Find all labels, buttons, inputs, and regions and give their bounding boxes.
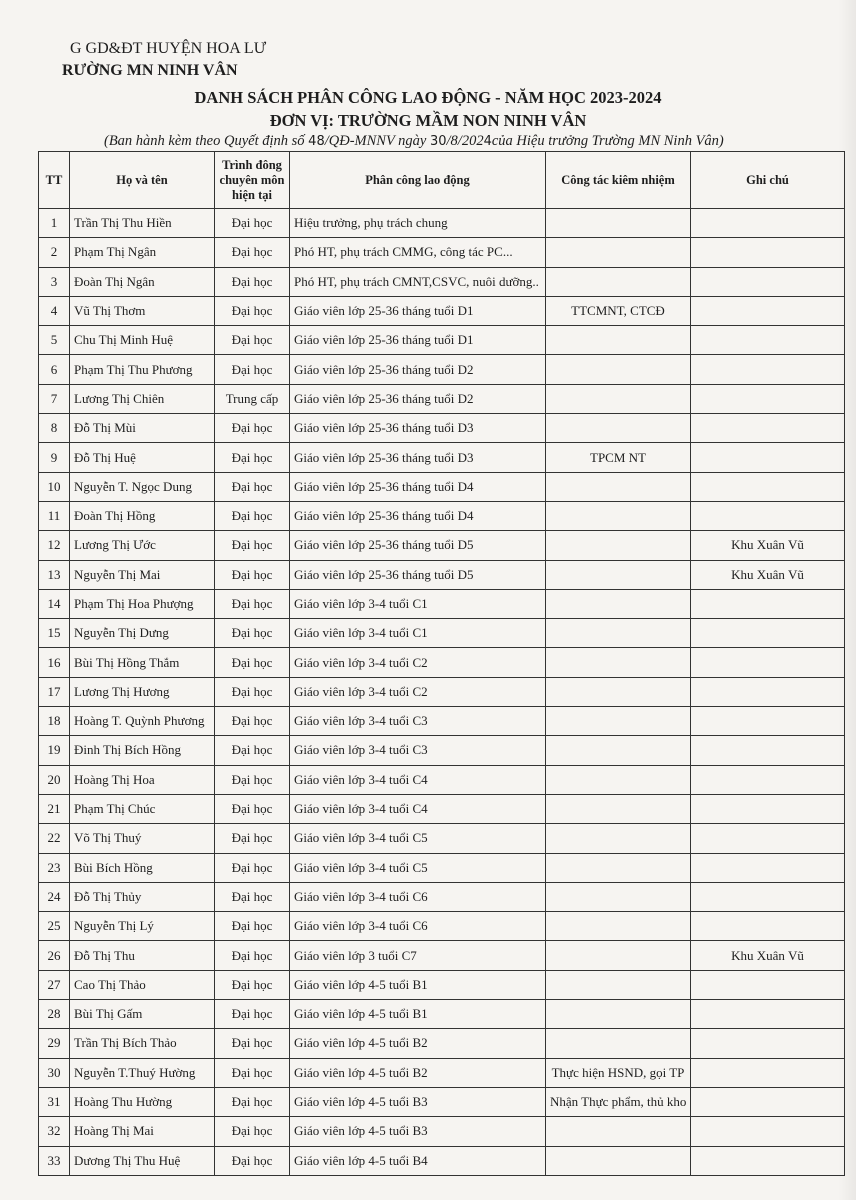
subtitle-part-c: /8/202	[446, 133, 484, 149]
cell-name: Hoàng Thị Mai	[70, 1117, 215, 1146]
table-row	[39, 531, 845, 560]
cell-name: Lương Thị Ước	[70, 531, 215, 560]
cell-concurrent	[546, 238, 691, 267]
cell-degree: Đại học	[215, 560, 290, 589]
cell-assignment: Giáo viên lớp 4-5 tuổi B2	[290, 1029, 546, 1058]
cell-degree: Trung cấp	[215, 384, 290, 413]
col-header-name: Họ và tên	[70, 152, 215, 209]
cell-concurrent	[546, 267, 691, 296]
col-header-note: Ghi chú	[691, 152, 845, 209]
cell-name: Phạm Thị Chúc	[70, 794, 215, 823]
cell-degree: Đại học	[215, 677, 290, 706]
cell-note	[691, 238, 845, 267]
table-row	[39, 209, 845, 238]
cell-tt: 14	[39, 589, 70, 618]
table-row	[39, 296, 845, 325]
cell-note	[691, 912, 845, 941]
subtitle-part-b: /QĐ-MNNV ngày	[324, 133, 430, 149]
cell-degree: Đại học	[215, 1117, 290, 1146]
cell-concurrent	[546, 589, 691, 618]
cell-note	[691, 414, 845, 443]
cell-tt: 10	[39, 472, 70, 501]
cell-degree: Đại học	[215, 1146, 290, 1175]
cell-concurrent	[546, 209, 691, 238]
cell-assignment: Giáo viên lớp 25-36 tháng tuổi D1	[290, 296, 546, 325]
department-name: G GD&ĐT HUYỆN HOA LƯ	[70, 40, 267, 57]
cell-tt: 6	[39, 355, 70, 384]
table-row	[39, 589, 845, 618]
table-row	[39, 1117, 845, 1146]
cell-note	[691, 443, 845, 472]
cell-name: Đỗ Thị Huệ	[70, 443, 215, 472]
cell-note	[691, 1117, 845, 1146]
cell-degree: Đại học	[215, 267, 290, 296]
cell-concurrent	[546, 941, 691, 970]
decision-number: 48	[308, 134, 325, 149]
cell-assignment: Giáo viên lớp 3-4 tuổi C5	[290, 853, 546, 882]
cell-note	[691, 267, 845, 296]
table-row	[39, 765, 845, 794]
table-row	[39, 882, 845, 911]
cell-degree: Đại học	[215, 765, 290, 794]
cell-concurrent	[546, 912, 691, 941]
cell-note	[691, 765, 845, 794]
cell-name: Cao Thị Thảo	[70, 970, 215, 999]
table-row	[39, 1146, 845, 1175]
cell-name: Nguyễn Thị Mai	[70, 560, 215, 589]
cell-note	[691, 1087, 845, 1116]
cell-degree: Đại học	[215, 1087, 290, 1116]
cell-tt: 15	[39, 619, 70, 648]
cell-tt: 7	[39, 384, 70, 413]
cell-tt: 24	[39, 882, 70, 911]
cell-note	[691, 882, 845, 911]
cell-name: Trần Thị Thu Hiền	[70, 209, 215, 238]
cell-concurrent	[546, 355, 691, 384]
cell-degree: Đại học	[215, 1000, 290, 1029]
cell-assignment: Giáo viên lớp 4-5 tuổi B3	[290, 1087, 546, 1116]
cell-concurrent	[546, 472, 691, 501]
cell-name: Hoàng T. Quỳnh Phương	[70, 707, 215, 736]
cell-degree: Đại học	[215, 531, 290, 560]
cell-assignment: Giáo viên lớp 3-4 tuổi C4	[290, 794, 546, 823]
cell-concurrent	[546, 1117, 691, 1146]
cell-note	[691, 472, 845, 501]
cell-degree: Đại học	[215, 589, 290, 618]
table-row	[39, 355, 845, 384]
cell-degree: Đại học	[215, 882, 290, 911]
cell-concurrent	[546, 501, 691, 530]
table-row	[39, 619, 845, 648]
cell-note	[691, 824, 845, 853]
cell-tt: 31	[39, 1087, 70, 1116]
table-row	[39, 853, 845, 882]
cell-assignment: Giáo viên lớp 25-36 tháng tuổi D2	[290, 384, 546, 413]
cell-assignment: Giáo viên lớp 25-36 tháng tuổi D4	[290, 501, 546, 530]
cell-degree: Đại học	[215, 443, 290, 472]
cell-name: Hoàng Thu Hường	[70, 1087, 215, 1116]
cell-name: Phạm Thị Hoa Phượng	[70, 589, 215, 618]
table-row	[39, 736, 845, 765]
cell-concurrent	[546, 384, 691, 413]
table-row	[39, 677, 845, 706]
cell-note	[691, 1029, 845, 1058]
decision-day: 30	[429, 134, 447, 149]
cell-degree: Đại học	[215, 707, 290, 736]
cell-note	[691, 501, 845, 530]
table-row	[39, 941, 845, 970]
cell-assignment: Giáo viên lớp 3-4 tuổi C5	[290, 824, 546, 853]
table-row	[39, 238, 845, 267]
cell-tt: 12	[39, 531, 70, 560]
table-row	[39, 443, 845, 472]
cell-concurrent	[546, 619, 691, 648]
cell-tt: 16	[39, 648, 70, 677]
cell-concurrent	[546, 1029, 691, 1058]
cell-name: Đinh Thị Bích Hồng	[70, 736, 215, 765]
table-row	[39, 1029, 845, 1058]
cell-name: Nguyễn T. Ngọc Dung	[70, 472, 215, 501]
cell-assignment: Phó HT, phụ trách CMMG, công tác PC...	[290, 238, 546, 267]
table-row	[39, 560, 845, 589]
cell-degree: Đại học	[215, 912, 290, 941]
cell-assignment: Giáo viên lớp 3-4 tuổi C1	[290, 589, 546, 618]
cell-name: Phạm Thị Thu Phương	[70, 355, 215, 384]
cell-note	[691, 209, 845, 238]
cell-note	[691, 1058, 845, 1087]
table-row	[39, 794, 845, 823]
table-row	[39, 384, 845, 413]
cell-concurrent	[546, 531, 691, 560]
cell-note	[691, 1146, 845, 1175]
cell-tt: 3	[39, 267, 70, 296]
cell-concurrent: Nhận Thực phẩm, thủ kho	[546, 1087, 691, 1116]
school-name: RƯỜNG MN NINH VÂN	[62, 62, 238, 79]
cell-tt: 26	[39, 941, 70, 970]
cell-note	[691, 619, 845, 648]
cell-name: Lương Thị Hương	[70, 677, 215, 706]
table-row	[39, 414, 845, 443]
cell-tt: 8	[39, 414, 70, 443]
cell-note	[691, 794, 845, 823]
cell-assignment: Giáo viên lớp 3-4 tuổi C2	[290, 677, 546, 706]
cell-degree: Đại học	[215, 501, 290, 530]
cell-assignment: Giáo viên lớp 25-36 tháng tuổi D5	[290, 560, 546, 589]
cell-note	[691, 296, 845, 325]
cell-concurrent	[546, 736, 691, 765]
unit-title: ĐƠN VỊ: TRƯỜNG MẦM NON NINH VÂN	[269, 111, 587, 130]
cell-concurrent	[546, 677, 691, 706]
cell-tt: 4	[39, 296, 70, 325]
cell-note	[691, 677, 845, 706]
table-row	[39, 1058, 845, 1087]
table-row	[39, 824, 845, 853]
cell-note	[691, 384, 845, 413]
cell-tt: 27	[39, 970, 70, 999]
cell-assignment: Giáo viên lớp 25-36 tháng tuổi D5	[290, 531, 546, 560]
cell-assignment: Giáo viên lớp 3-4 tuổi C2	[290, 648, 546, 677]
cell-name: Phạm Thị Ngân	[70, 238, 215, 267]
table-row	[39, 1000, 845, 1029]
table-row	[39, 472, 845, 501]
cell-degree: Đại học	[215, 794, 290, 823]
cell-degree: Đại học	[215, 238, 290, 267]
cell-note	[691, 707, 845, 736]
cell-degree: Đại học	[215, 1058, 290, 1087]
cell-note	[691, 355, 845, 384]
col-header-degree	[215, 152, 290, 209]
cell-degree: Đại học	[215, 824, 290, 853]
cell-name: Võ Thị Thuý	[70, 824, 215, 853]
col-header-assignment: Phân công lao động	[290, 152, 546, 209]
cell-assignment: Giáo viên lớp 25-36 tháng tuổi D3	[290, 443, 546, 472]
col-header-concurrent: Công tác kiêm nhiệm	[546, 152, 691, 209]
cell-note	[691, 970, 845, 999]
cell-degree: Đại học	[215, 736, 290, 765]
cell-note	[691, 589, 845, 618]
cell-degree: Đại học	[215, 326, 290, 355]
cell-concurrent	[546, 326, 691, 355]
cell-assignment: Giáo viên lớp 25-36 tháng tuổi D2	[290, 355, 546, 384]
cell-tt: 25	[39, 912, 70, 941]
cell-degree: Đại học	[215, 619, 290, 648]
decision-year-digit: 4	[483, 134, 492, 149]
cell-tt: 19	[39, 736, 70, 765]
cell-note	[691, 736, 845, 765]
cell-assignment: Giáo viên lớp 3-4 tuổi C1	[290, 619, 546, 648]
cell-assignment: Hiệu trưởng, phụ trách chung	[290, 209, 546, 238]
table-row	[39, 912, 845, 941]
cell-name: Đỗ Thị Mùi	[70, 414, 215, 443]
cell-name: Đỗ Thị Thủy	[70, 882, 215, 911]
cell-name: Đoàn Thị Ngân	[70, 267, 215, 296]
cell-note: Khu Xuân Vũ	[691, 531, 845, 560]
table-row	[39, 707, 845, 736]
table-row	[39, 970, 845, 999]
cell-tt: 13	[39, 560, 70, 589]
cell-assignment: Giáo viên lớp 3-4 tuổi C3	[290, 736, 546, 765]
cell-name: Nguyễn Thị Lý	[70, 912, 215, 941]
cell-assignment: Giáo viên lớp 4-5 tuổi B2	[290, 1058, 546, 1087]
cell-note: Khu Xuân Vũ	[691, 560, 845, 589]
cell-name: Nguyễn Thị Dưng	[70, 619, 215, 648]
cell-assignment: Giáo viên lớp 25-36 tháng tuổi D4	[290, 472, 546, 501]
cell-tt: 32	[39, 1117, 70, 1146]
cell-tt: 29	[39, 1029, 70, 1058]
cell-assignment: Phó HT, phụ trách CMNT,CSVC, nuôi dưỡng..	[290, 267, 546, 296]
col-header-degree-label: Trình đông chuyên môn hiện tại	[219, 157, 285, 202]
cell-name: Trần Thị Bích Thảo	[70, 1029, 215, 1058]
cell-tt: 30	[39, 1058, 70, 1087]
document-title: DANH SÁCH PHÂN CÔNG LAO ĐỘNG - NĂM HỌC 2023-2024	[194, 88, 662, 107]
cell-degree: Đại học	[215, 853, 290, 882]
cell-concurrent	[546, 707, 691, 736]
cell-tt: 21	[39, 794, 70, 823]
cell-name: Chu Thị Minh Huệ	[70, 326, 215, 355]
cell-name: Hoàng Thị Hoa	[70, 765, 215, 794]
cell-concurrent: TTCMNT, CTCĐ	[546, 296, 691, 325]
cell-note: Khu Xuân Vũ	[691, 941, 845, 970]
table-row	[39, 1087, 845, 1116]
cell-name: Bùi Thị Hồng Thắm	[70, 648, 215, 677]
cell-tt: 20	[39, 765, 70, 794]
cell-assignment: Giáo viên lớp 4-5 tuổi B3	[290, 1117, 546, 1146]
cell-name: Lương Thị Chiên	[70, 384, 215, 413]
cell-concurrent	[546, 765, 691, 794]
cell-concurrent	[546, 853, 691, 882]
col-header-tt: TT	[39, 152, 70, 209]
cell-degree: Đại học	[215, 414, 290, 443]
cell-degree: Đại học	[215, 209, 290, 238]
cell-name: Vũ Thị Thơm	[70, 296, 215, 325]
table-header-row	[39, 152, 845, 209]
cell-assignment: Giáo viên lớp 4-5 tuổi B1	[290, 970, 546, 999]
cell-tt: 22	[39, 824, 70, 853]
table-row	[39, 267, 845, 296]
cell-tt: 18	[39, 707, 70, 736]
cell-degree: Đại học	[215, 648, 290, 677]
cell-note	[691, 326, 845, 355]
cell-concurrent	[546, 970, 691, 999]
cell-concurrent: Thực hiện HSND, gọi TP	[546, 1058, 691, 1087]
table-row	[39, 648, 845, 677]
subtitle-part-a: (Ban hành kèm theo Quyết định số	[104, 133, 309, 149]
cell-concurrent	[546, 414, 691, 443]
cell-tt: 33	[39, 1146, 70, 1175]
decision-subtitle	[104, 133, 724, 150]
cell-tt: 1	[39, 209, 70, 238]
cell-assignment: Giáo viên lớp 25-36 tháng tuổi D3	[290, 414, 546, 443]
cell-tt: 23	[39, 853, 70, 882]
assignment-table	[38, 151, 845, 1176]
cell-name: Dương Thị Thu Huệ	[70, 1146, 215, 1175]
cell-name: Bùi Bích Hồng	[70, 853, 215, 882]
cell-assignment: Giáo viên lớp 4-5 tuổi B1	[290, 1000, 546, 1029]
cell-degree: Đại học	[215, 970, 290, 999]
cell-assignment: Giáo viên lớp 3-4 tuổi C4	[290, 765, 546, 794]
cell-assignment: Giáo viên lớp 3-4 tuổi C6	[290, 882, 546, 911]
cell-name: Bùi Thị Gấm	[70, 1000, 215, 1029]
cell-tt: 9	[39, 443, 70, 472]
cell-assignment: Giáo viên lớp 3-4 tuổi C6	[290, 912, 546, 941]
cell-tt: 28	[39, 1000, 70, 1029]
cell-degree: Đại học	[215, 1029, 290, 1058]
cell-tt: 11	[39, 501, 70, 530]
cell-tt: 17	[39, 677, 70, 706]
cell-name: Nguyễn T.Thuý Hường	[70, 1058, 215, 1087]
cell-degree: Đại học	[215, 941, 290, 970]
cell-tt: 2	[39, 238, 70, 267]
cell-concurrent	[546, 882, 691, 911]
table-row	[39, 326, 845, 355]
cell-note	[691, 853, 845, 882]
cell-degree: Đại học	[215, 472, 290, 501]
cell-concurrent	[546, 824, 691, 853]
cell-concurrent	[546, 794, 691, 823]
cell-note	[691, 1000, 845, 1029]
scan-shadow	[838, 0, 856, 1200]
cell-assignment: Giáo viên lớp 3 tuổi C7	[290, 941, 546, 970]
table-row	[39, 501, 845, 530]
cell-assignment: Giáo viên lớp 4-5 tuổi B4	[290, 1146, 546, 1175]
cell-concurrent	[546, 648, 691, 677]
cell-concurrent	[546, 1146, 691, 1175]
cell-note	[691, 648, 845, 677]
cell-name: Đoàn Thị Hồng	[70, 501, 215, 530]
cell-assignment: Giáo viên lớp 3-4 tuổi C3	[290, 707, 546, 736]
cell-tt: 5	[39, 326, 70, 355]
cell-concurrent: TPCM NT	[546, 443, 691, 472]
cell-concurrent	[546, 1000, 691, 1029]
subtitle-part-d: của Hiệu trưởng Trường MN Ninh Vân)	[491, 133, 724, 149]
cell-degree: Đại học	[215, 355, 290, 384]
cell-degree: Đại học	[215, 296, 290, 325]
cell-name: Đỗ Thị Thu	[70, 941, 215, 970]
cell-concurrent	[546, 560, 691, 589]
cell-assignment: Giáo viên lớp 25-36 tháng tuổi D1	[290, 326, 546, 355]
